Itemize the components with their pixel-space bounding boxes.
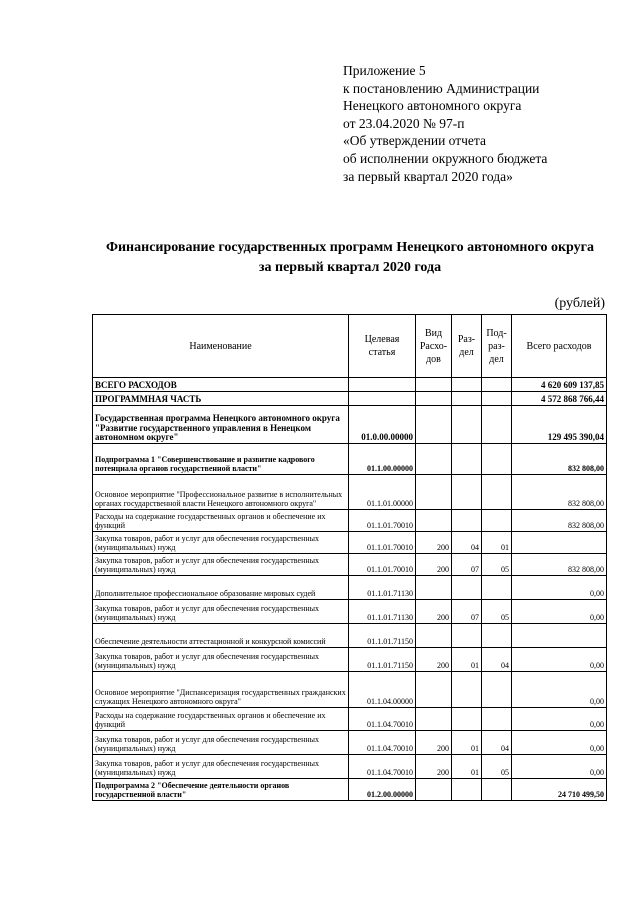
- cell-name: Закупка товаров, работ и услуг для обеспечения государственных (муниципальных) нужд: [93, 532, 349, 554]
- table-row: [93, 755, 607, 779]
- table-row: [93, 708, 607, 731]
- cell-target: 01.1.01.71150: [349, 648, 416, 672]
- cell-target: 01.1.01.00000: [349, 475, 416, 510]
- cell-subsection: 04: [482, 648, 512, 672]
- header-expense-type: Вид Расхо- дов: [416, 315, 452, 378]
- table-row: [93, 444, 607, 475]
- header-subsection: Под- раз- дел: [482, 315, 512, 378]
- cell-amount: 4 572 868 766,44: [512, 392, 607, 406]
- cell-section: [452, 475, 482, 510]
- cell-subsection: [482, 444, 512, 475]
- cell-target: 01.1.01.71130: [349, 600, 416, 624]
- cell-name: Расходы на содержание государственных органов и обеспечение их функций: [93, 708, 349, 731]
- cell-target: 01.1.01.71130: [349, 576, 416, 600]
- cell-section: 04: [452, 532, 482, 554]
- cell-amount: 832 808,00: [512, 510, 607, 532]
- appendix-line: «Об утверждении отчета: [343, 133, 486, 149]
- cell-target: 01.1.00.00000: [349, 444, 416, 475]
- cell-name: Закупка товаров, работ и услуг для обеспечения государственных (муниципальных) нужд: [93, 600, 349, 624]
- cell-target: 01.1.01.71150: [349, 624, 416, 648]
- cell-subsection: [482, 475, 512, 510]
- cell-name: Подпрограмма 2 "Обеспечение деятельности органов государственной власти": [93, 779, 349, 801]
- cell-section: 07: [452, 600, 482, 624]
- cell-amount: 0,00: [512, 648, 607, 672]
- cell-subsection: [482, 708, 512, 731]
- cell-amount: 0,00: [512, 731, 607, 755]
- cell-subsection: 05: [482, 554, 512, 576]
- cell-expense-type: [416, 779, 452, 801]
- appendix-line: Приложение 5: [343, 63, 426, 78]
- cell-expense-type: [416, 475, 452, 510]
- cell-name: Расходы на содержание государственных органов и обеспечение их функций: [93, 510, 349, 532]
- cell-name: Обеспечение деятельности аттестационной и конкурсной комиссий: [93, 624, 349, 648]
- cell-expense-type: [416, 708, 452, 731]
- table-row: [93, 600, 607, 624]
- cell-expense-type: [416, 378, 452, 392]
- cell-subsection: [482, 672, 512, 708]
- cell-subsection: [482, 406, 512, 444]
- cell-target: 01.1.01.70010: [349, 554, 416, 576]
- cell-expense-type: 200: [416, 554, 452, 576]
- cell-amount: [512, 624, 607, 648]
- cell-target: 01.1.04.70010: [349, 708, 416, 731]
- cell-subsection: 04: [482, 731, 512, 755]
- header-total: Всего расходов: [512, 315, 607, 378]
- cell-subsection: 05: [482, 755, 512, 779]
- table-row: [93, 576, 607, 600]
- header-target: Целевая статья: [349, 315, 416, 378]
- table-row: [93, 475, 607, 510]
- cell-subsection: [482, 510, 512, 532]
- cell-target: 01.1.04.00000: [349, 672, 416, 708]
- cell-amount: 832 808,00: [512, 444, 607, 475]
- cell-subsection: [482, 624, 512, 648]
- units-label: (рублей): [554, 296, 605, 311]
- title-line-1: Финансирование государственных программ Ненецкого автономного округа: [105, 240, 595, 255]
- cell-target: 01.1.04.70010: [349, 755, 416, 779]
- cell-target: 01.1.04.70010: [349, 731, 416, 755]
- cell-section: [452, 672, 482, 708]
- table-row: [93, 648, 607, 672]
- cell-amount: 0,00: [512, 600, 607, 624]
- cell-expense-type: [416, 392, 452, 406]
- appendix-header: [343, 62, 547, 185]
- cell-target: 01.0.00.00000: [349, 406, 416, 444]
- cell-amount: 0,00: [512, 576, 607, 600]
- appendix-line: от 23.04.2020 № 97-п: [343, 115, 465, 131]
- table-row: [93, 510, 607, 532]
- appendix-line: к постановлению Администрации: [343, 80, 540, 96]
- cell-section: [452, 779, 482, 801]
- cell-name: Закупка товаров, работ и услуг для обеспечения государственных (муниципальных) нужд: [93, 731, 349, 755]
- cell-expense-type: 200: [416, 600, 452, 624]
- cell-expense-type: [416, 444, 452, 475]
- cell-target: [349, 378, 416, 392]
- table-row: [93, 624, 607, 648]
- cell-name: Закупка товаров, работ и услуг для обеспечения государственных (муниципальных) нужд: [93, 648, 349, 672]
- cell-section: [452, 624, 482, 648]
- cell-target: 01.1.01.70010: [349, 510, 416, 532]
- table-row: [93, 554, 607, 576]
- cell-subsection: [482, 576, 512, 600]
- cell-expense-type: 200: [416, 648, 452, 672]
- cell-amount: 832 808,00: [512, 475, 607, 510]
- cell-name: Дополнительное профессиональное образование мировых судей: [93, 576, 349, 600]
- cell-section: [452, 406, 482, 444]
- cell-expense-type: [416, 510, 452, 532]
- appendix-line: Ненецкого автономного округа: [343, 98, 522, 114]
- cell-name: Государственная программа Ненецкого автономного округа "Развитие государственного управления в Ненецком автономном округе": [93, 406, 349, 444]
- cell-section: [452, 510, 482, 532]
- cell-expense-type: 200: [416, 532, 452, 554]
- cell-expense-type: [416, 624, 452, 648]
- title-line-2: за первый квартал 2020 года: [258, 260, 442, 275]
- cell-amount: 0,00: [512, 708, 607, 731]
- table-row: [93, 532, 607, 554]
- table-body: [93, 378, 607, 801]
- cell-section: [452, 444, 482, 475]
- cell-section: 01: [452, 755, 482, 779]
- cell-name: Закупка товаров, работ и услуг для обеспечения государственных (муниципальных) нужд: [93, 554, 349, 576]
- cell-expense-type: [416, 406, 452, 444]
- appendix-line: за первый квартал 2020 года»: [343, 168, 513, 184]
- cell-section: [452, 392, 482, 406]
- cell-amount: 0,00: [512, 755, 607, 779]
- cell-amount: [512, 532, 607, 554]
- cell-amount: 129 495 390,04: [512, 406, 607, 444]
- table-row: [93, 392, 607, 406]
- appendix-line: об исполнении окружного бюджета: [343, 150, 548, 166]
- cell-subsection: 01: [482, 532, 512, 554]
- cell-section: 01: [452, 648, 482, 672]
- cell-target: 01.2.00.00000: [349, 779, 416, 801]
- cell-expense-type: [416, 672, 452, 708]
- cell-subsection: [482, 779, 512, 801]
- cell-section: [452, 378, 482, 392]
- cell-name: ВСЕГО РАСХОДОВ: [93, 378, 349, 392]
- cell-name: Основное мероприятие "Диспансеризация государственных гражданских служащих Ненецкого автономного округа": [93, 672, 349, 708]
- table-row: [93, 779, 607, 801]
- cell-amount: 24 710 499,50: [512, 779, 607, 801]
- table-row: [93, 378, 607, 392]
- cell-amount: 4 620 609 137,85: [512, 378, 607, 392]
- cell-subsection: [482, 392, 512, 406]
- cell-subsection: [482, 378, 512, 392]
- cell-section: [452, 576, 482, 600]
- header-section: Раз- дел: [452, 315, 482, 378]
- cell-subsection: 05: [482, 600, 512, 624]
- cell-expense-type: 200: [416, 731, 452, 755]
- cell-name: Основное мероприятие "Профессиональное развитие в исполнительных органах государственной власти Ненецкого автономного округа": [93, 475, 349, 510]
- table-row: [93, 731, 607, 755]
- cell-amount: 832 808,00: [512, 554, 607, 576]
- table-row: [93, 406, 607, 444]
- cell-section: [452, 708, 482, 731]
- cell-name: Закупка товаров, работ и услуг для обеспечения государственных (муниципальных) нужд: [93, 755, 349, 779]
- financing-table: [92, 314, 607, 801]
- cell-section: 01: [452, 731, 482, 755]
- cell-expense-type: 200: [416, 755, 452, 779]
- table-row: [93, 672, 607, 708]
- cell-name: ПРОГРАММНАЯ ЧАСТЬ: [93, 392, 349, 406]
- document-title: [60, 238, 640, 278]
- cell-name: Подпрограмма 1 "Совершенствование и развитие кадрового потенциала органов государственной власти": [93, 444, 349, 475]
- cell-section: 07: [452, 554, 482, 576]
- cell-target: 01.1.01.70010: [349, 532, 416, 554]
- header-name: Наименование: [93, 315, 349, 378]
- cell-target: [349, 392, 416, 406]
- cell-amount: 0,00: [512, 672, 607, 708]
- cell-expense-type: [416, 576, 452, 600]
- table-header-row: [93, 315, 607, 378]
